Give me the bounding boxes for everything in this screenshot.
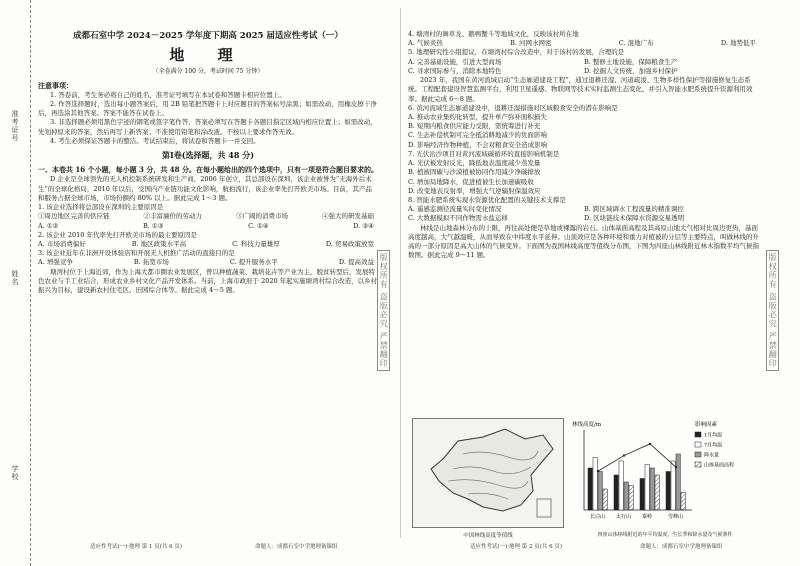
option: D. 区块链技术保障水资源交易透明: [584, 214, 685, 223]
map-graphic: [413, 419, 563, 527]
option: B. 短期内粮食供应能力受限，需统筹进行补充: [408, 122, 541, 131]
question-stem: 5. 地理研究性小组提议，在塘湾村综合改造中，对于该村的发展，合理的是: [408, 48, 625, 57]
question-stem: 4. 塘湾村的舞草龙、鹅鸭蟹斗等地域文化，反映该村所在地: [408, 30, 579, 38]
answer-option: C. ①④: [248, 221, 269, 230]
bar-2-2: [650, 468, 654, 510]
option: C. 大数据模拟不同作物需水盐运移: [408, 214, 508, 223]
option: D. 改变地表反射率，增强大气逆辐射保温效应: [408, 186, 541, 195]
seal-text: 严禁翻印: [379, 332, 389, 369]
option: ④强大的研发基础: [322, 212, 374, 221]
option: B. 植被固碳与沙漠植被协同作用减少净碳排放: [408, 168, 541, 177]
page-footer-author: 命题人：成都石室中学地理备课组: [640, 544, 723, 550]
question-stem: 7. 光伏治沙项目对黄河流域碳循环的直接影响机制是: [408, 149, 560, 158]
category-label: 雪峰山: [668, 514, 684, 520]
option: B. 整修土地设施，保障粮食生产: [584, 57, 678, 66]
legend-swatch: [695, 462, 701, 467]
passage: D 企业是全球领先的无人机控制系统研发和生产商，2006 年创立，其总部设在深圳，该企业被誉为“无海外后术生”的全球化格局，2010 年以后，受国内产业链功能文化影响，航拍流行，该企业率先打开欧美市场。目前，其产品和服务占据全球市场，市场份额约 80% 以上。据此完成 1～3 题。: [38, 175, 372, 202]
chart-title: 林线高度/m: [572, 422, 602, 428]
bar-3-2: [655, 475, 659, 510]
option: D. 挖掘人文传统，加强乡村保护: [584, 66, 678, 75]
bar-3-0: [603, 489, 607, 510]
legend-label: 7月均温: [704, 442, 723, 449]
china-treeline-map: [412, 418, 564, 539]
legend-swatch: [695, 432, 701, 437]
legend-label: 1月均温: [704, 432, 723, 439]
passage: 2023 年，我国在黄河流域启动“生态廊道建设工程”，通过退耕还湿、河道疏浚、生物多样性保护等措施修复生态系统。工程配套建设智慧监测平台，利用卫星遥感、物联网等技术实时监测生态变化，并引入智能水肥系统提升资源利用效率。据此完成 6～8 题。: [408, 76, 753, 103]
option-group: [408, 58, 760, 76]
notice-item: 4. 考生必须保证答题卡的整洁。考试结束后，将试卷和答题卡一并交回。: [50, 136, 260, 145]
legend-swatch: [695, 442, 701, 447]
answer-option: B. ①③: [143, 221, 164, 230]
bar-1-0: [593, 458, 597, 511]
option: ②丰富廉价的劳动力: [143, 212, 202, 221]
page-divider: [400, 8, 401, 538]
notice-heading: 注意事项：: [38, 80, 73, 90]
question-stem: 1. 该企业选择将总部设在深圳的主要原因是: [38, 203, 164, 212]
option-group: [38, 240, 378, 249]
passage: 林线是山地森林分布的上限，再往高处便是草地或裸露的岩石。山体基面高程及其高原山地大气相对比周边更热，基面高度越高，大气越温暖，从而导致在中纬度水平延伸。山顶效应是各种环境和重力对植被的分层等主要特点，叫做林线的升高的一部分原因是高大山体的气候变异。下面图为我国林线高度等值线分布图，下图为四座山林线附近林木指数平均气候指数图。据此完成 9～11 题。: [408, 223, 759, 260]
margin-label-id: 准考证号: [11, 110, 19, 142]
category-label: 秦岭: [642, 514, 653, 520]
bar-2-0: [598, 472, 602, 511]
passage: 塘湾村位于上海近郊，作为上海大都市圈农业发展区，曾以种植蔬菜、栽培花卉等产业为主，脱贫转型后，发展特色农业与手工业结合，形成农业乡村文化产品开发体系。当前，上海市政府于 2020 年起实施塘湾村综合改造，以乡村振兴为目标，建设新农村住宅区、田园综合体等。据此完成 4～5 题。: [38, 267, 378, 295]
notice-item: 3. 非选择题必须用黑色字迹的钢笔或签字笔作答，答案必须写在答题卡各题目指定区域内相应位置上；如需改动，先划掉原来的答案，然后再写上新答案；不准使用铅笔和涂改液。不按以上要求作答无效。: [38, 118, 377, 136]
seal-text: 严禁翻印: [768, 332, 778, 369]
bar-3-3: [681, 493, 685, 511]
option: D. 地势低平: [720, 39, 756, 48]
option: D. 影响经济作物种植，不会对粮食安全造成影响: [408, 140, 548, 149]
legend-label: 山体基面高程: [704, 462, 735, 469]
option: C. 科技力量雄厚: [232, 239, 280, 248]
copyright-seal-left: [377, 250, 390, 371]
option: B. 跨区域调水工程流量的精准调控: [584, 205, 684, 214]
margin-label-name: 姓名: [11, 270, 19, 286]
map-outline: [431, 429, 553, 511]
copyright-seal-right: [766, 250, 779, 371]
chart-caption: 四座山体林线附近的年平均温度、生长季和降水量及气候条件: [597, 532, 733, 538]
right-page: [408, 30, 760, 260]
option: A. 遥感监测径流量实时变化情况: [408, 205, 502, 214]
binding-margin: [0, 0, 31, 566]
answer-option: D. ③④: [353, 221, 374, 230]
notice-item: 2. 作答选择题时，选出每小题答案后，用 2B 铅笔把答题卡上对应题目的答案标号涂黑；如需改动，用橡皮擦干净后，再选涂其他答案。答案不能答在试卷上。: [38, 100, 377, 118]
seal-text: 版权所有: [379, 253, 389, 289]
option: D. 贸易政策放宽: [325, 239, 374, 248]
bar-0-1: [614, 475, 618, 510]
exam-title: 成都石室中学 2024－2025 学年度下期高 2025 届适应性考试（一）: [73, 31, 343, 41]
question-stem: 8. 智能水肥系统实现水资源优化配置的关键技术支撑是: [408, 195, 566, 204]
page-footer: 适应性考试(一)·地理 第 1 页(共 6 页): [90, 544, 183, 550]
option: ③广阔的消费市场: [236, 212, 288, 221]
legend-label: 降水量: [704, 452, 720, 459]
option: ①周边地区完善的供应链: [38, 212, 110, 221]
answer-option: A. ①②: [38, 221, 59, 230]
bar-1-2: [645, 465, 649, 511]
chart-svg: [570, 418, 760, 526]
option: A. 市场消费偏好: [38, 239, 86, 248]
question-stem: 3. 该企业近年在非洲开设体验店和开展无人机推广活动的直接目的是: [38, 249, 235, 258]
option: B. 河网水网密: [510, 39, 552, 48]
question-stem: 6. 黄河流域生态廊道建设中，退耕还湿措施对区域粮食安全的潜在影响是: [408, 103, 618, 112]
treeline-chart: [570, 418, 760, 538]
category-label: 太行山: [616, 514, 632, 520]
option: A. 推动农业集约化转型，提升单产弥补面积损失: [408, 112, 547, 121]
page-footer-author: 命题人：成都石室中学地理备课组: [255, 544, 338, 550]
option: A. 光伏板发射反光，降低地表温度减少蒸发量: [408, 159, 541, 168]
bar-0-2: [640, 479, 644, 511]
option: A. 完善基础设施，引进大型商场: [408, 57, 502, 66]
option-group: [38, 212, 378, 221]
left-page: [38, 30, 378, 295]
option: B. 地区政策水平高: [131, 239, 187, 248]
bar-2-3: [676, 454, 680, 510]
bar-1-1: [619, 461, 623, 510]
bar-2-1: [624, 482, 628, 510]
option-group: [38, 258, 378, 267]
seal-text: 版权所有: [768, 253, 778, 289]
category-label: 长白山: [590, 514, 606, 520]
page-footer: 适应性考试(一)·地理 第 2 页(共 6 页): [470, 544, 563, 550]
treeline-series-line: [598, 444, 676, 471]
option: B. 拓宽市场: [133, 258, 169, 267]
subject-title: 地 理: [169, 46, 247, 65]
option: C. 生态补偿机制可完全抵消耕地减少的负面影响: [408, 131, 547, 140]
bar-0-0: [588, 468, 592, 510]
bar-1-3: [671, 461, 675, 510]
map-caption: 中国林线高度等值线: [463, 533, 513, 539]
seal-text: 盗版必究: [379, 292, 389, 329]
question-stem: 2. 该企业 2010 年代率先打开欧美市场的最主要原因是: [38, 230, 197, 239]
seal-text: 盗版必究: [768, 292, 778, 329]
section-heading: 第Ⅰ卷(选择题，共 48 分): [161, 150, 254, 161]
margin-label-school: 学校: [11, 465, 19, 481]
chart-legend-title: 影响因素: [695, 422, 718, 428]
option-group: [408, 205, 760, 223]
notice-item: 1. 答卷前，考生务必将自己的姓名、准考证号填写在本试卷和答题卡相应位置上。: [50, 90, 286, 99]
option: C. 提升服务水平: [229, 258, 278, 267]
option: C. 混地广布: [618, 39, 654, 48]
option: C. 寻求国际参与，消除本地特色: [408, 66, 502, 75]
bar-3-1: [629, 486, 633, 511]
option: A. 气候炎热: [408, 39, 443, 48]
bar-0-3: [666, 472, 670, 511]
instruction: 一、本卷共 16 个小题，每小题 3 分，共 48 分。在每小题给出的四个选项中，只有一项是符合题目要求的。: [38, 165, 378, 175]
option: A. 增强竞争: [38, 258, 73, 267]
option: D. 提高效益: [338, 258, 374, 267]
answer-group: [38, 222, 378, 231]
legend-swatch: [695, 452, 701, 457]
option: C. 增加局地降水，促进植被生长加速碳吸收: [408, 177, 534, 186]
score-note: （全卷满分 100 分，考试时间 75 分钟）: [152, 68, 264, 76]
